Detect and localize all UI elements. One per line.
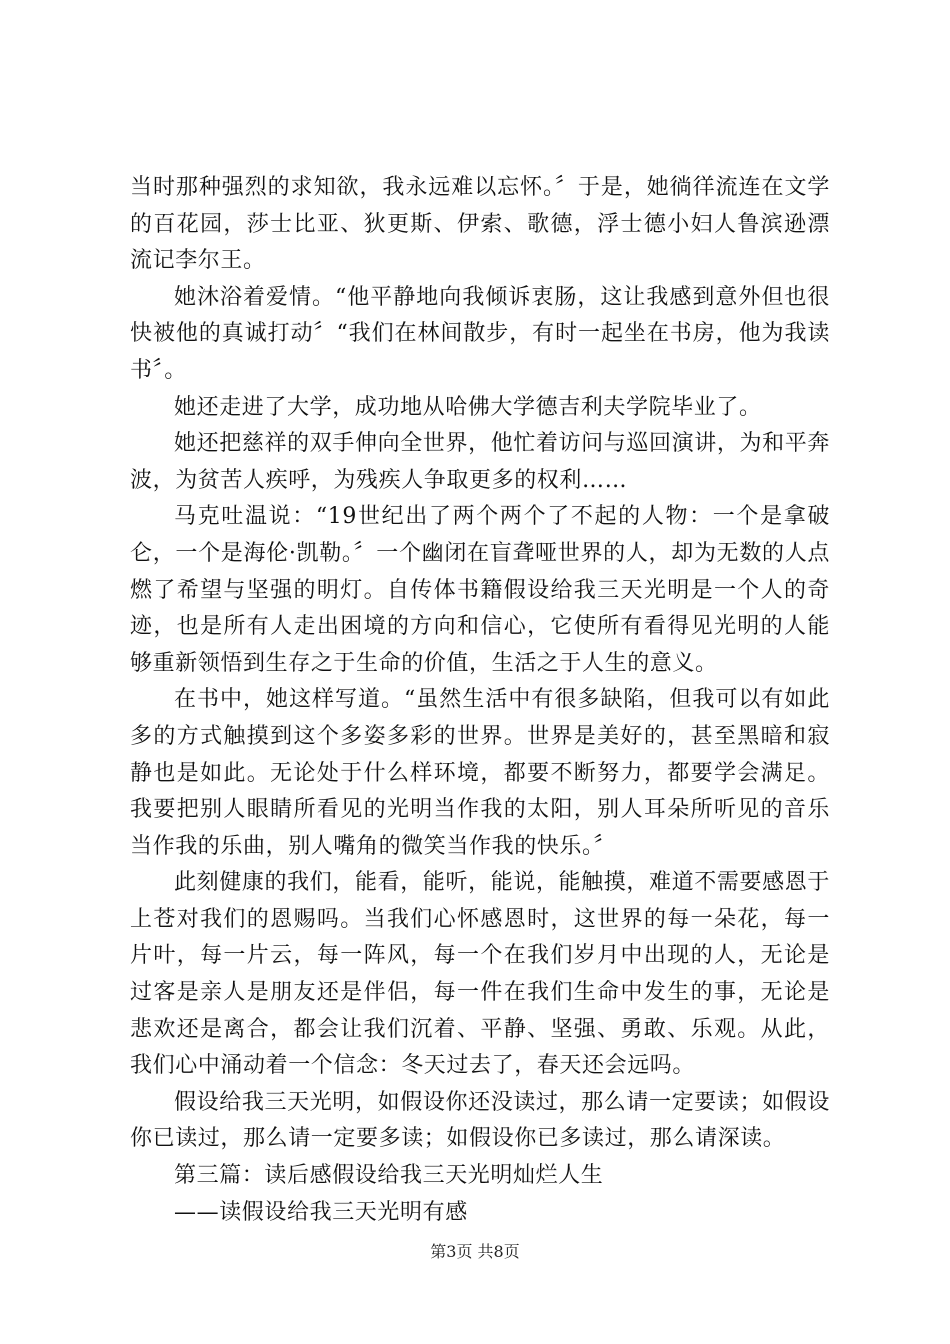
- paragraph-recommendation: 假设给我三天光明，如假设你还没读过，那么请一定要读；如假设你已读过，那么请一定要多读；如假设你已多读过，那么请深读。: [130, 1089, 830, 1152]
- document-body: [130, 170, 830, 1231]
- paragraph-university: 她还走进了大学，成功地从哈佛大学德吉利夫学院毕业了。: [174, 394, 762, 420]
- paragraph-quote: 在书中，她这样写道。“虽然生活中有很多缺陷，但我可以有如此多的方式触摸到这个多姿多彩的世界。世界是美好的，甚至黑暗和寂静也是如此。无论处于什么样环境，都要不断努力，都要学会满足。我要把别人眼睛所看见的光明当作我的太阳，别人耳朵所听见的音乐当作我的乐曲，别人嘴角的微笑当作我的快乐。〞: [130, 687, 830, 859]
- paragraph-gratitude: 此刻健康的我们，能看，能听，能说，能触摸，难道不需要感恩于上苍对我们的恩赐吗。当我们心怀感恩时，这世界的每一朵花，每一片叶，每一片云，每一阵风，每一个在我们岁月中出现的人，无论是过客是亲人是朋友还是伴侣，每一件在我们生命中发生的事，无论是悲欢还是离合，都会让我们沉着、平静、坚强、勇敢、乐观。从此，我们心中涌动着一个信念：冬天过去了，春天还会远吗。: [130, 870, 830, 1079]
- page-number-footer: 第3页 共8页: [430, 1242, 520, 1261]
- paragraph-world: 她还把慈祥的双手伸向全世界，他忙着访问与巡回演讲，为和平奔波，为贫苦人疾呼，为残疾人争取更多的权利……: [130, 431, 830, 493]
- section-title: 第三篇：读后感假设给我三天光明灿烂人生: [174, 1163, 604, 1189]
- paragraph-love: 她沐浴着爱情。“他平静地向我倾诉衷肠，这让我感到意外但也很快被他的真诚打动〞“我们在林间散步，有时一起坐在书房，他为我读书〞。: [130, 284, 830, 383]
- section-subtitle: ——读假设给我三天光明有感: [174, 1199, 468, 1225]
- paragraph-mark-twain: 马克吐温说：“19世纪出了两个两个了不起的人物：一个是拿破仑，一个是海伦·凯勒。〞一个幽闭在盲聋哑世界的人，却为无数的人点燃了希望与坚强的明灯。自传体书籍假设给我三天光明是一个人的奇迹，也是所有人走出困境的方向和信心，它使所有看得见光明的人能够重新领悟到生存之于生命的价值，生活之于人生的意义。: [130, 504, 830, 676]
- paragraph-continuation: 当时那种强烈的求知欲，我永远难以忘怀。〞于是，她徜徉流连在文学的百花园，莎士比亚、狄更斯、伊索、歌德，浮士德小妇人鲁滨逊漂流记李尔王。: [130, 175, 830, 274]
